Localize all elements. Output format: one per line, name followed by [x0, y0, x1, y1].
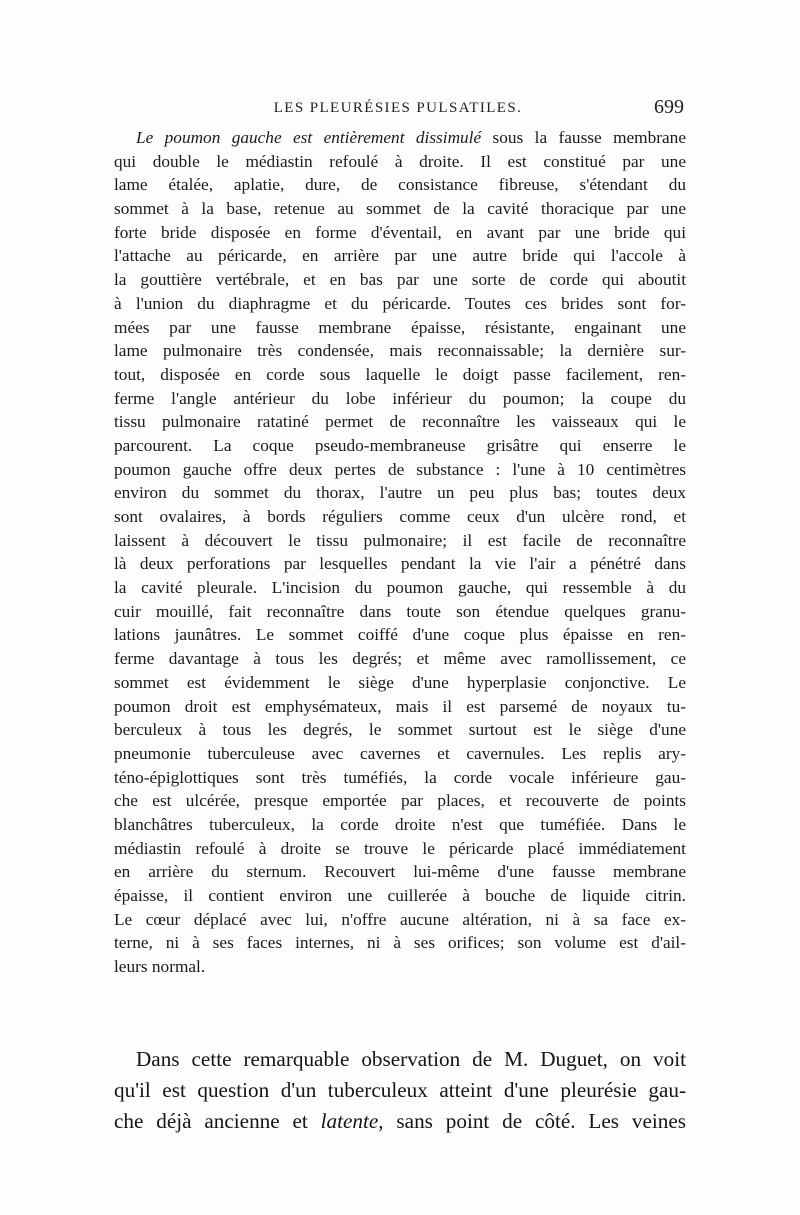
text-line: lations jaunâtres. Le sommet coiffé d'une coque plus épaisse en ren-: [114, 625, 686, 645]
text-line: che déjà ancienne et latente, sans point de côté. Les veines: [114, 1109, 686, 1133]
text-line: pneumonie tuberculeuse avec cavernes et cavernules. Les replis ary-: [114, 743, 686, 763]
text-line: ferme davantage à tous les degrés; et même avec ramollissement, ce: [114, 649, 686, 669]
text-line: che est ulcérée, presque emportée par places, et recouverte de points: [114, 791, 686, 811]
text-line: téno-épiglottiques sont très tuméfiés, la corde vocale inférieure gau-: [114, 767, 686, 787]
text-line: la cavité pleurale. L'incision du poumon gauche, qui ressemble à du: [114, 578, 686, 598]
text-line: sommet est évidemment le siège d'une hyperplasie conjonctive. Le: [114, 672, 686, 692]
text-line: la gouttière vertébrale, et en bas par une sorte de corde qui aboutit: [114, 270, 686, 290]
text-line: Dans cette remarquable observation de M. Duguet, on voit: [136, 1047, 686, 1071]
text-line: sommet à la base, retenue au sommet de la cavité thoracique par une: [114, 199, 686, 219]
paragraph-observation: [114, 126, 686, 979]
page-number: 699: [654, 96, 684, 118]
text-line: environ du sommet du thorax, l'autre un peu plus bas; toutes deux: [114, 483, 686, 503]
paragraph-commentary: [114, 1044, 686, 1137]
text-line: ferme l'angle antérieur du lobe inférieur du poumon; la coupe du: [114, 388, 686, 408]
text-line: qui double le médiastin refoulé à droite. Il est constitué par une: [114, 151, 686, 171]
text-line: sont ovalaires, à bords réguliers comme ceux d'un ulcère rond, et: [114, 507, 686, 526]
italic-word: latente: [320, 1109, 379, 1133]
text-line: Le cœur déplacé avec lui, n'offre aucune altération, ni à sa face ex-: [114, 909, 686, 929]
text-line: mées par une fausse membrane épaisse, résistante, engainant une: [114, 317, 686, 337]
text-line: lame étalée, aplatie, dure, de consistance fibreuse, s'étendant du: [114, 175, 686, 195]
text-line: lame pulmonaire très condensée, mais reconnaissable; la dernière sur-: [114, 341, 686, 361]
text-line: en arrière du sternum. Recouvert lui-même d'une fausse membrane: [114, 862, 686, 882]
text-line: Le poumon gauche est entièrement dissimulé sous la fausse membrane: [136, 128, 686, 147]
italic-lead: Le poumon gauche est entièrement dissimulé: [136, 128, 482, 147]
text-line: tout, disposée en corde sous laquelle le doigt passe facilement, ren-: [114, 364, 686, 384]
text-line: cuir mouillé, fait reconnaître dans toute son étendue quelques granu-: [114, 601, 686, 621]
text-line: à l'union du diaphragme et du péricarde. Toutes ces brides sont for-: [114, 293, 686, 313]
text-line: qu'il est question d'un tuberculeux atteint d'une pleurésie gau-: [114, 1078, 686, 1102]
text-line: là deux perforations par lesquelles pendant la vie l'air a pénétré dans: [114, 554, 686, 574]
running-title: LES PLEURÉSIES PULSATILES.: [273, 100, 523, 116]
running-head: [112, 96, 684, 122]
text-line: parcourent. La coque pseudo-membraneuse grisâtre qui enserre le: [114, 435, 686, 455]
text-line: leurs normal.: [114, 957, 206, 977]
text-line: poumon droit est emphysémateux, mais il est parsemé de noyaux tu-: [114, 696, 686, 716]
text-line: forte bride disposée en forme d'éventail, en avant par une bride qui: [114, 222, 686, 242]
text-line: épaisse, il contient environ une cuillerée à bouche de liquide citrin.: [114, 886, 686, 905]
text-line: blanchâtres tuberculeux, la corde droite n'est que tuméfiée. Dans le: [114, 814, 686, 834]
text-line: berculeux à tous les degrés, le sommet surtout est le siège d'une: [114, 720, 686, 740]
text-line: médiastin refoulé à droite se trouve le péricarde placé immédiatement: [114, 838, 686, 858]
text-line: terne, ni à ses faces internes, ni à ses orifices; son volume est d'ail-: [114, 933, 686, 953]
text-line: l'attache au péricarde, en arrière par une autre bride qui l'accole à: [114, 246, 686, 266]
text-line: poumon gauche offre deux pertes de substance : l'une à 10 centimètres: [114, 459, 686, 479]
text-line: tissu pulmonaire ratatiné permet de reconnaître les vaisseaux qui le: [114, 412, 686, 432]
text-line: laissent à découvert le tissu pulmonaire; il est facile de reconnaître: [114, 530, 686, 550]
